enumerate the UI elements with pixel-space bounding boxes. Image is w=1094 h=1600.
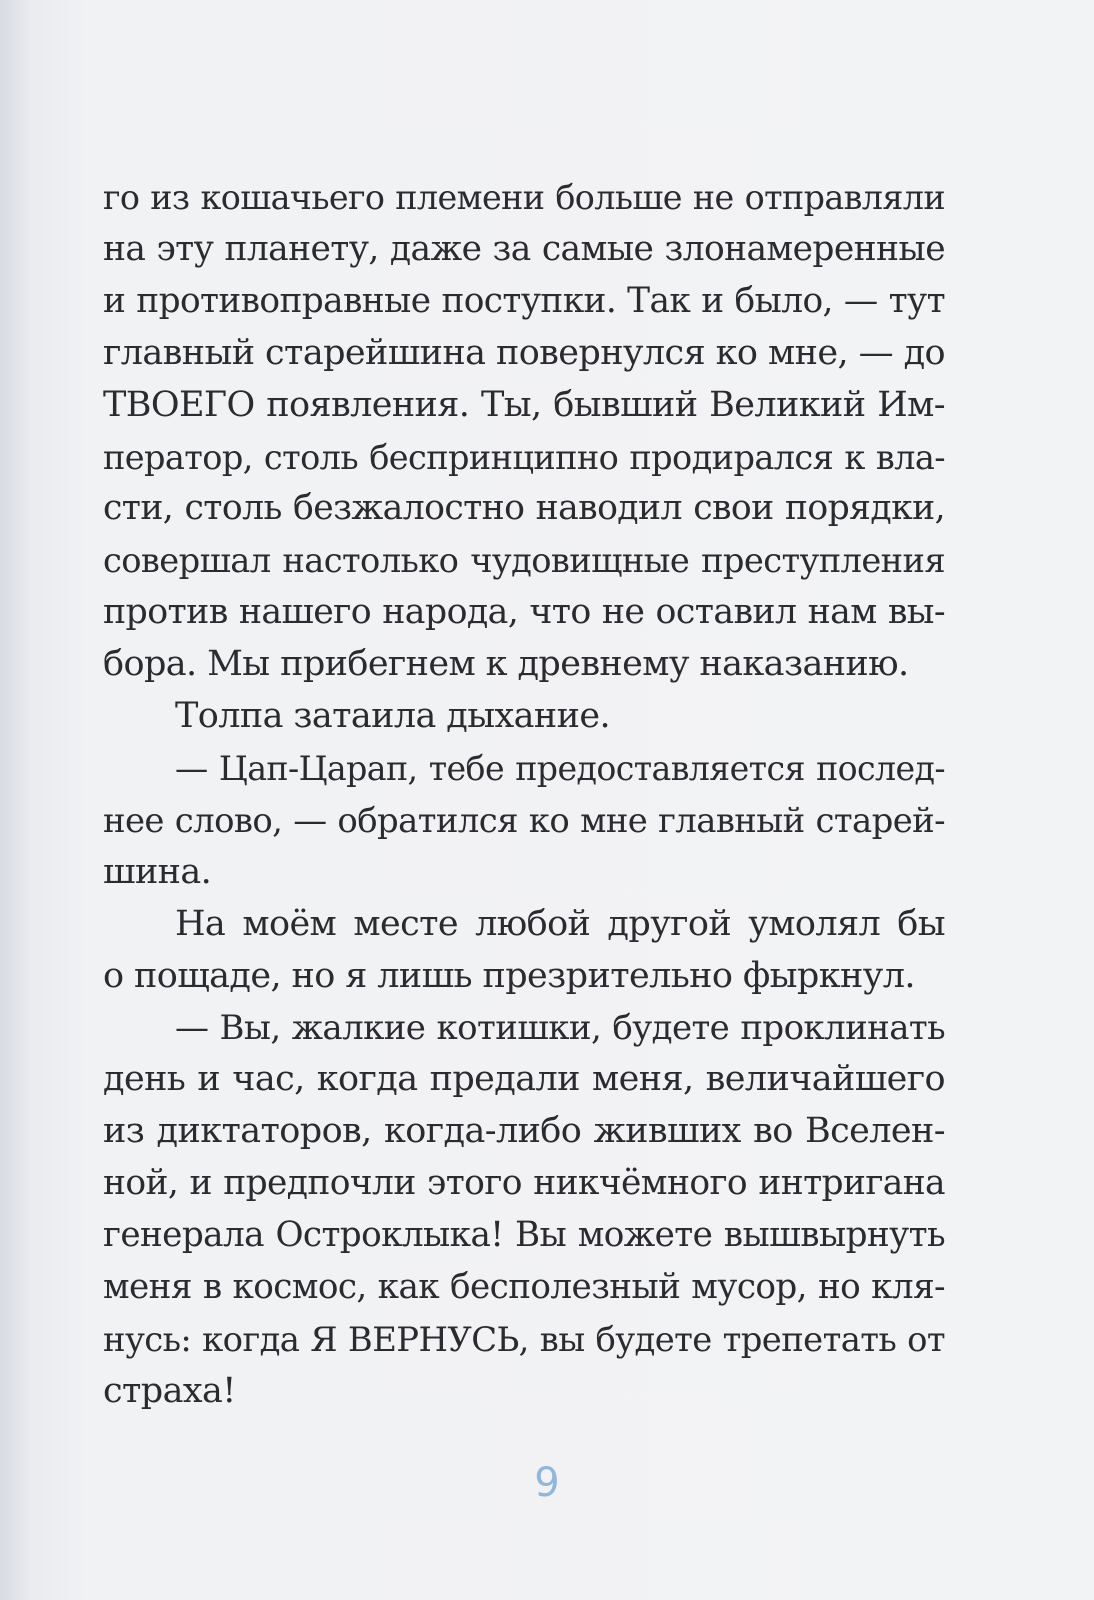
body-text (103, 172, 945, 1418)
text-line-8: совершал настолько чудовищные преступления (103, 541, 945, 581)
text-line-2: на эту планету, даже за самые злонамеренные (103, 228, 945, 269)
text-line-3: и противоправные поступки. Так и было, — тут (103, 280, 945, 321)
text-line-16: о пощаде, но я лишь презрительно фыркнул. (103, 955, 915, 996)
text-line-22: меня в космос, как бесполезный мусор, но кля- (103, 1267, 945, 1308)
text-line-24: страха! (103, 1370, 236, 1411)
text-line-6: ператор, столь беспринципно продирался к вла- (103, 437, 945, 477)
text-line-12: — Цап-Царап, тебе предоставляется послед- (175, 748, 945, 788)
text-line-1: го из кошачьего племени больше не отправляли (103, 178, 945, 217)
text-line-15: На моём месте любой другой умолял бы (175, 903, 945, 944)
text-line-13: нее слово, — обратился ко мне главный старей- (103, 800, 945, 840)
text-line-17: — Вы, жалкие котишки, будете проклинать (175, 1007, 945, 1048)
page-number: 9 (534, 1460, 560, 1506)
text-line-14: шина. (103, 851, 212, 892)
text-line-23: нусь: когда Я ВЕРНУСЬ, вы будете трепетать от (103, 1319, 945, 1359)
text-line-7: сти, столь безжалостно наводил свои порядки, (103, 488, 945, 529)
text-line-20: ной, и предпочли этого никчёмного интригана (103, 1163, 945, 1204)
text-line-10: бора. Мы прибегнем к древнему наказанию. (103, 644, 909, 685)
text-line-19: из диктаторов, когда-либо живших во Вселен- (103, 1111, 945, 1152)
text-line-11: Толпа затаила дыхание. (175, 696, 611, 737)
text-line-5: ТВОЕГО появления. Ты, бывший Великий Им- (103, 384, 945, 425)
text-line-21: генерала Остроклыка! Вы можете вышвырнуть (103, 1215, 945, 1256)
text-line-4: главный старейшина повернулся ко мне, — до (103, 332, 945, 373)
text-line-18: день и час, когда предали меня, величайшего (103, 1059, 945, 1100)
text-line-9: против нашего народа, что не оставил нам вы- (103, 592, 945, 633)
